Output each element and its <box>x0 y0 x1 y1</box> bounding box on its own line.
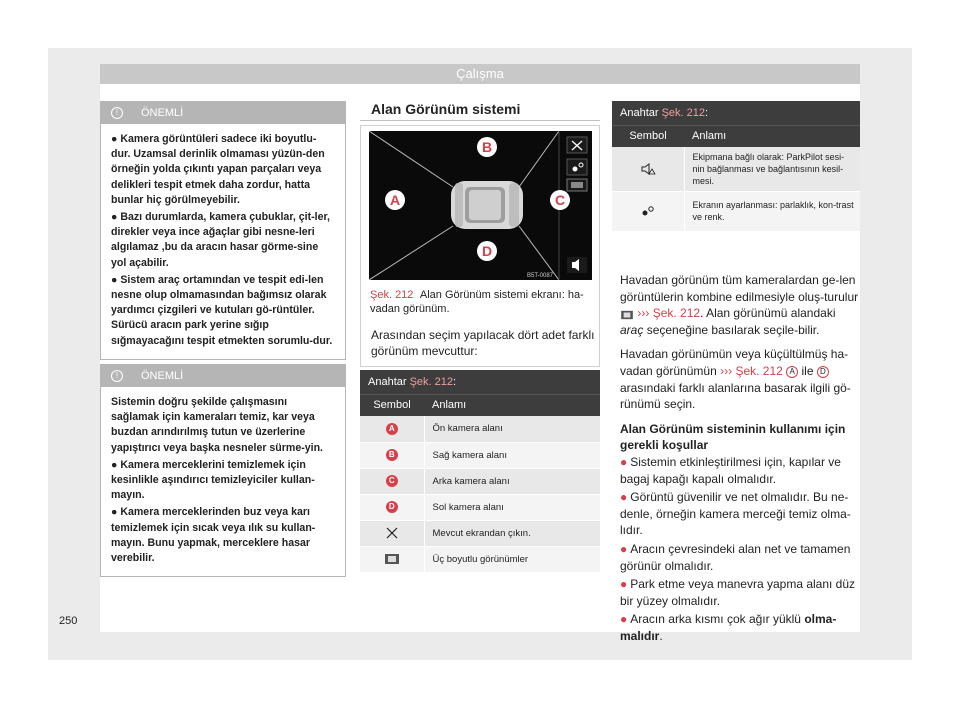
row-meaning: Sağ kamera alanı <box>424 442 600 468</box>
label-d-icon: D <box>817 366 829 378</box>
figure-reference: Şek. 212 <box>370 289 414 301</box>
label-c-icon <box>550 190 570 210</box>
label-a-icon: A <box>386 423 398 435</box>
list-item: ● Park etme veya manevra yapma alanı düz bir yüzey olmalıdır. <box>620 577 856 608</box>
3d-view-icon <box>567 179 587 191</box>
row-meaning: Ekranın ayarlanması: parlaklık, kon-trast ve renk. <box>684 191 860 231</box>
3d-view-icon <box>384 553 400 565</box>
warning-label: ÖNEMLİ <box>141 370 184 382</box>
row-meaning: Ön kamera alanı <box>424 416 600 442</box>
table-row <box>360 520 600 546</box>
warning-paragraph: ● Kamera merceklerinden buz veya karı temizlemek için sıcak veya ılık su kullan-mayın. Bunu yapmak, merceklere hasar verebilir. <box>111 506 316 565</box>
paragraph-aerial-view: Havadan görünüm tüm kameralardan ge-len görüntülerin kombine edilmesiyle oluş-turulur ››› Şek. 212. Alan görünümü alandaki araç seçeneğine basılarak seçile-bilir. <box>620 273 859 337</box>
label-c-icon: C <box>386 475 398 487</box>
label-a-icon <box>385 190 405 210</box>
right-column-text <box>620 272 860 646</box>
brightness-contrast-icon <box>567 159 587 175</box>
controls-key-table <box>612 101 860 232</box>
table-row <box>360 494 600 520</box>
column-header-symbol: Sembol <box>360 394 424 416</box>
area-view-screen <box>369 131 592 280</box>
warning-box-1 <box>100 101 346 360</box>
bullet-icon: ● <box>620 541 628 556</box>
row-meaning: Sol kamera alanı <box>424 494 600 520</box>
label-b-icon: B <box>386 449 398 461</box>
close-icon <box>567 137 587 153</box>
warning-paragraph: ● Kamera görüntüleri sadece iki boyutlu-dur. Uzamsal derinlik olmaması yüzün-den örneğin yolda çıkıntı yapan parçaları veya delikleri tespit etmek daha zordur, hatta bunlar hiç görülmeyebilir. <box>111 133 325 206</box>
close-icon <box>384 527 400 539</box>
key-table-title: Anahtar Şek. 212: <box>360 370 600 394</box>
column-header-meaning: Anlamı <box>684 125 860 147</box>
3d-view-icon <box>620 308 634 320</box>
label-d-icon <box>477 241 497 261</box>
views-intro-paragraph: Arasından seçim yapılacak dört adet farklı görünüm mevcuttur: <box>371 328 595 358</box>
table-row <box>360 416 600 442</box>
figure-caption-text: Alan Görünüm sistemi ekranı: ha-vadan görünüm. <box>370 289 584 315</box>
warning-paragraph: ● Bazı durumlarda, kamera çubuklar, çit-ler, direkler veya ince ağaçlar gibi nesne-leri algılamaz ,bu da aracın hasar görme-sine yol açabilir. <box>111 211 330 269</box>
label-b-icon <box>477 137 497 157</box>
page-number: 250 <box>59 615 78 627</box>
label-d-icon: D <box>386 501 398 513</box>
warning-icon: ! <box>111 370 123 382</box>
list-item: ● Görüntü güvenilir ve net olmalıdır. Bu ne-denle, örneğin kamera merceği temiz olma-lıdır. <box>620 490 851 538</box>
table-row <box>612 191 860 231</box>
bullet-icon: ● <box>620 577 628 592</box>
table-row <box>360 468 600 494</box>
row-meaning: Üç boyutlu görünümler <box>424 546 600 572</box>
warning-icon: ! <box>111 107 123 119</box>
figure-reference: Şek. 212 <box>735 363 783 378</box>
list-item: ● Sistemin etkinleştirilmesi için, kapılar ve bagaj kapağı kapalı olmalıdır. <box>620 454 841 486</box>
section-divider <box>360 120 600 121</box>
bullet-icon: ● <box>620 612 628 627</box>
figure-reference: Şek. 212 <box>652 306 701 321</box>
parkpilot-sound-icon <box>567 257 587 273</box>
warning-paragraph: Sistemin doğru şekilde çalışmasını sağlamak için kameraları temiz, kar veya buzdan arındırılmış tutun ve üzerlerine yapıştırıcı veya başka nesneler sürme-yin. <box>111 396 323 454</box>
views-key-table <box>360 370 600 573</box>
header-title: Çalışma <box>456 66 504 81</box>
svg-text:A: A <box>389 192 401 208</box>
warning-label: ÖNEMLİ <box>141 107 184 119</box>
svg-text:C: C <box>554 192 566 208</box>
table-row <box>612 147 860 191</box>
brightness-contrast-icon <box>640 205 656 217</box>
label-a-icon: A <box>786 366 798 378</box>
svg-text:B: B <box>481 139 493 155</box>
figure-code: B5T-0087 <box>527 273 554 279</box>
parkpilot-sound-icon <box>640 163 656 175</box>
area-view-illustration <box>369 131 592 280</box>
warning-header <box>101 102 345 124</box>
figure-caption <box>370 288 592 316</box>
warning-body <box>101 124 345 359</box>
list-item: ● Aracın çevresindeki alan net ve tamamen görünür olmalıdır. <box>620 541 851 573</box>
bullet-icon: ● <box>620 454 628 469</box>
warning-paragraph: ● Sistem araç ortamından ve tespit edi-len nesne olup olmamasından bağımsız olarak yardımcı çizgileri ve kutuları gö-rüntüler. Sürücü aracın park yerine sığıp sığmayacağını tespit etmekten sorumlu-dur. <box>111 273 333 347</box>
paragraph-select-view: Havadan görünümün veya küçültülmüş ha-vadan görünümün ››› Şek. 212 A ile D arasındaki farklı alanlarına basarak ilgili gö-rünümü seçin. <box>620 347 851 412</box>
table-row <box>360 442 600 468</box>
row-meaning: Mevcut ekrandan çıkın. <box>424 520 600 546</box>
bullet-icon: ● <box>620 490 628 505</box>
key-table-title: Anahtar Şek. 212: <box>612 101 860 125</box>
column-header-symbol: Sembol <box>612 125 684 147</box>
section-title: Alan Görünüm sistemi <box>371 101 521 117</box>
list-item: ● Aracın arka kısmı çok ağır yüklü olma-malıdır. <box>620 612 837 643</box>
warning-header <box>101 365 345 387</box>
warning-paragraph: ● Kamera merceklerini temizlemek için kesinlikle aşındırıcı temizleyiciler kullan-mayın. <box>111 458 315 502</box>
warning-body <box>101 387 345 576</box>
conditions-heading: Alan Görünüm sisteminin kullanımı için gerekli koşullar <box>620 421 846 453</box>
row-meaning: Arka kamera alanı <box>424 468 600 494</box>
row-meaning: Ekipmana bağlı olarak: ParkPilot sesi-nin bağlanması ve bağlantısının kesil-mesi. <box>684 147 860 191</box>
warning-box-2 <box>100 364 346 577</box>
svg-text:D: D <box>481 243 493 259</box>
page-header <box>100 64 860 84</box>
car-top-view-icon <box>451 181 523 229</box>
column-header-meaning: Anlamı <box>424 394 600 416</box>
table-row <box>360 546 600 572</box>
